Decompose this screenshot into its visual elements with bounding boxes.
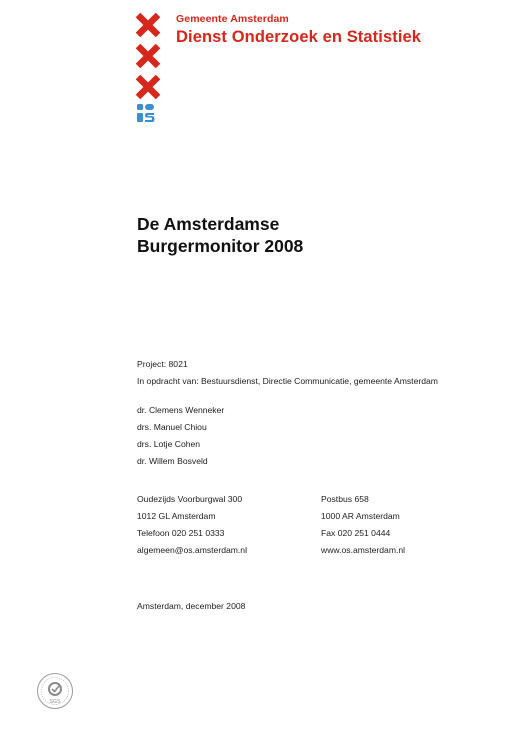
author: drs. Lotje Cohen <box>137 439 201 449</box>
project-number: Project: 8021 <box>137 359 188 369</box>
title-line-1: De Amsterdamse <box>137 214 280 234</box>
postal-city: 1012 GL Amsterdam <box>137 511 216 521</box>
po-box: Postbus 658 <box>321 494 369 504</box>
amsterdam-crosses-logo <box>136 12 162 100</box>
document-title <box>137 213 303 257</box>
author: drs. Manuel Chiou <box>137 422 207 432</box>
po-postal-city: 1000 AR Amsterdam <box>321 511 400 521</box>
project-info <box>137 356 438 390</box>
author: dr. Willem Bosveld <box>137 456 208 466</box>
sgs-certification-seal-icon <box>36 672 74 710</box>
place-date: Amsterdam, december 2008 <box>137 601 246 611</box>
title-line-2: Burgermonitor 2008 <box>137 236 304 256</box>
author: dr. Clemens Wenneker <box>137 405 225 415</box>
seal-label: SGS <box>49 699 61 705</box>
cross-icon <box>138 77 158 97</box>
fax: Fax 020 251 0444 <box>321 528 391 538</box>
contact-address <box>137 491 247 559</box>
contact-postal <box>321 491 405 559</box>
commissioned-by: In opdracht van: Bestuursdienst, Directie Communicatie, gemeente Amsterdam <box>137 376 438 386</box>
cross-icon <box>138 15 158 35</box>
website-link[interactable]: www.os.amsterdam.nl <box>321 545 406 555</box>
organization-name: Gemeente Amsterdam <box>176 13 289 25</box>
department-name: Dienst Onderzoek en Statistiek <box>176 28 422 46</box>
telephone: Telefoon 020 251 0333 <box>137 528 225 538</box>
email-link[interactable]: algemeen@os.amsterdam.nl <box>137 545 247 555</box>
author-list <box>137 402 224 470</box>
cross-icon <box>138 46 158 66</box>
os-mark-icon <box>137 104 159 124</box>
street-address: Oudezijds Voorburgwal 300 <box>137 494 243 504</box>
